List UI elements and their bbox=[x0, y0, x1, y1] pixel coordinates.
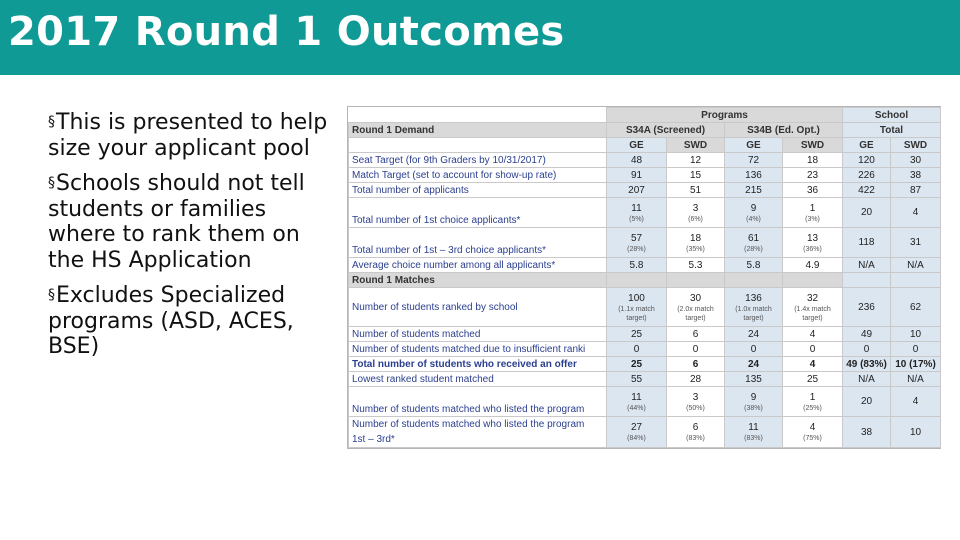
cell-value: 136 bbox=[725, 168, 783, 183]
cell-value: 215 bbox=[725, 183, 783, 198]
cell-percent: (83%) bbox=[744, 435, 763, 442]
table-row bbox=[349, 417, 941, 448]
ge-header: GE bbox=[607, 138, 667, 153]
cell-value: N/A bbox=[843, 372, 891, 387]
cell-value: 135 bbox=[725, 372, 783, 387]
table-row bbox=[349, 357, 941, 372]
cell-value: 136 (1.0x match target) bbox=[725, 288, 783, 327]
table-row bbox=[349, 153, 941, 168]
cell-value: 100 (1.1x match target) bbox=[607, 288, 667, 327]
cell-percent: (4%) bbox=[746, 215, 761, 223]
cell-note: (1.1x match bbox=[618, 305, 655, 313]
row-label: Number of students matched who listed the program 1st – 3rd* bbox=[349, 417, 607, 448]
cell-note: target) bbox=[802, 314, 823, 322]
cell-value: 13 (36%) bbox=[783, 228, 843, 258]
cell-value: 118 bbox=[843, 228, 891, 258]
cell-percent: (36%) bbox=[803, 245, 822, 253]
cell-value: 11 (5%) bbox=[607, 198, 667, 228]
slide-title: 2017 Round 1 Outcomes bbox=[8, 9, 565, 55]
table-row bbox=[349, 198, 941, 228]
cell-value: N/A bbox=[891, 258, 941, 273]
round1-matches-header: Round 1 Matches bbox=[349, 273, 607, 288]
cell-value: 0 bbox=[783, 342, 843, 357]
swd-header: SWD bbox=[667, 138, 725, 153]
cell-percent: (28%) bbox=[627, 245, 646, 253]
table-row bbox=[349, 387, 941, 417]
row-label: Number of students matched bbox=[349, 327, 607, 342]
table-row bbox=[349, 288, 941, 327]
cell-value: 55 bbox=[607, 372, 667, 387]
header-row-ge-swd bbox=[349, 138, 941, 153]
table-row bbox=[349, 258, 941, 273]
cell-value: 0 bbox=[843, 342, 891, 357]
cell-value: 6 (83%) bbox=[667, 417, 725, 448]
cell-value: 25 bbox=[607, 357, 667, 372]
prog-a-header: S34A (Screened) bbox=[607, 123, 725, 138]
cell-value: 36 bbox=[783, 183, 843, 198]
table-row bbox=[349, 168, 941, 183]
cell-value: 5.8 bbox=[725, 258, 783, 273]
row-label: Number of students matched due to insufficient ranki bbox=[349, 342, 607, 357]
cell-value: 30 bbox=[891, 153, 941, 168]
cell-value: 32 (1.4x match target) bbox=[783, 288, 843, 327]
cell-value: 207 bbox=[607, 183, 667, 198]
cell-value: 28 bbox=[667, 372, 725, 387]
cell-value: 5.3 bbox=[667, 258, 725, 273]
cell-value: 0 bbox=[607, 342, 667, 357]
cell-value: 24 bbox=[725, 327, 783, 342]
total-header: Total bbox=[843, 123, 941, 138]
bullet-mark-icon: § bbox=[48, 114, 55, 130]
cell-percent: (5%) bbox=[629, 215, 644, 223]
row-label: Number of students matched who listed the program bbox=[349, 387, 607, 417]
table-row bbox=[349, 327, 941, 342]
swd-header: SWD bbox=[891, 138, 941, 153]
cell-value: 91 bbox=[607, 168, 667, 183]
row-label: Total number of applicants bbox=[349, 183, 607, 198]
round1-demand-header: Round 1 Demand bbox=[349, 123, 607, 138]
cell-note: target) bbox=[626, 314, 647, 322]
cell-value: 18 bbox=[783, 153, 843, 168]
cell-percent: (6%) bbox=[688, 215, 703, 223]
cell-value: 30 (2.0x match target) bbox=[667, 288, 725, 327]
cell-note: (2.0x match bbox=[677, 305, 714, 313]
table-row bbox=[349, 183, 941, 198]
swd-header: SWD bbox=[783, 138, 843, 153]
cell-value: 61 (28%) bbox=[725, 228, 783, 258]
cell-value: 0 bbox=[725, 342, 783, 357]
cell-value: 38 bbox=[843, 417, 891, 448]
cell-value: 24 bbox=[725, 357, 783, 372]
cell-value: 10 bbox=[891, 327, 941, 342]
cell-value: 0 bbox=[891, 342, 941, 357]
cell-percent: (3%) bbox=[805, 215, 820, 223]
cell-value: 25 bbox=[607, 327, 667, 342]
header-row-programs bbox=[349, 108, 941, 123]
cell-value: 4 bbox=[891, 198, 941, 228]
row-label: Average choice number among all applicants* bbox=[349, 258, 607, 273]
title-bar bbox=[0, 0, 960, 75]
row-label: Number of students ranked by school bbox=[349, 288, 607, 327]
cell-value: 5.8 bbox=[607, 258, 667, 273]
cell-percent: (28%) bbox=[744, 245, 763, 253]
cell-value: 20 bbox=[843, 387, 891, 417]
cell-note: (1.4x match bbox=[794, 305, 831, 313]
cell-value: 10 (17%) bbox=[891, 357, 941, 372]
cell-percent: (35%) bbox=[686, 245, 705, 253]
school-header: School bbox=[843, 108, 941, 123]
cell-value: 49 bbox=[843, 327, 891, 342]
cell-value: 12 bbox=[667, 153, 725, 168]
row-label: Total number of 1st – 3rd choice applicants* bbox=[349, 228, 607, 258]
cell-value: 31 bbox=[891, 228, 941, 258]
cell-note: (1.0x match bbox=[735, 305, 772, 313]
cell-value: 72 bbox=[725, 153, 783, 168]
cell-value: 0 bbox=[667, 342, 725, 357]
cell-value: 62 bbox=[891, 288, 941, 327]
cell-value: 3 (50%) bbox=[667, 387, 725, 417]
cell-value: 20 bbox=[843, 198, 891, 228]
cell-value: 4.9 bbox=[783, 258, 843, 273]
bullet-mark-icon: § bbox=[48, 287, 55, 303]
header-row-names bbox=[349, 123, 941, 138]
bullet-item: §Excludes Specialized programs (ASD, ACES, BSE) bbox=[48, 283, 294, 359]
cell-value: 120 bbox=[843, 153, 891, 168]
cell-value: 4 bbox=[891, 387, 941, 417]
programs-header: Programs bbox=[607, 108, 843, 123]
ge-header: GE bbox=[843, 138, 891, 153]
cell-value: 11 (44%) bbox=[607, 387, 667, 417]
cell-value: 27 (84%) bbox=[607, 417, 667, 448]
cell-percent: (38%) bbox=[744, 404, 763, 412]
cell-note: target) bbox=[685, 314, 706, 322]
cell-value: 6 bbox=[667, 357, 725, 372]
cell-value: 48 bbox=[607, 153, 667, 168]
cell-value: 9 (38%) bbox=[725, 387, 783, 417]
table-row bbox=[349, 342, 941, 357]
cell-value: 49 (83%) bbox=[843, 357, 891, 372]
cell-value: 1 (25%) bbox=[783, 387, 843, 417]
cell-value: 4 bbox=[783, 327, 843, 342]
bullet-mark-icon: § bbox=[48, 175, 55, 191]
outcomes-table bbox=[347, 106, 941, 449]
row-label: Match Target (set to account for show-up rate) bbox=[349, 168, 607, 183]
cell-percent: (75%) bbox=[803, 435, 822, 442]
table-row bbox=[349, 228, 941, 258]
cell-value: 57 (28%) bbox=[607, 228, 667, 258]
cell-percent: (84%) bbox=[627, 435, 646, 442]
table-row bbox=[349, 372, 941, 387]
row-label: Lowest ranked student matched bbox=[349, 372, 607, 387]
cell-value: 25 bbox=[783, 372, 843, 387]
cell-percent: (50%) bbox=[686, 404, 705, 412]
row-label: Seat Target (for 9th Graders by 10/31/2017) bbox=[349, 153, 607, 168]
cell-value: 51 bbox=[667, 183, 725, 198]
cell-value: 10 bbox=[891, 417, 941, 448]
cell-value: 18 (35%) bbox=[667, 228, 725, 258]
cell-value: 38 bbox=[891, 168, 941, 183]
bullet-item: §This is presented to help size your applicant pool bbox=[48, 110, 328, 161]
row-label: Total number of students who received an offer bbox=[349, 357, 607, 372]
ge-header: GE bbox=[725, 138, 783, 153]
outcomes-grid bbox=[348, 107, 941, 448]
cell-value: 226 bbox=[843, 168, 891, 183]
cell-value: 23 bbox=[783, 168, 843, 183]
bullet-list bbox=[48, 110, 338, 370]
cell-value: 15 bbox=[667, 168, 725, 183]
cell-percent: (25%) bbox=[803, 404, 822, 412]
cell-percent: (44%) bbox=[627, 404, 646, 412]
cell-value: N/A bbox=[891, 372, 941, 387]
cell-note: target) bbox=[743, 314, 764, 322]
cell-value: 6 bbox=[667, 327, 725, 342]
cell-value: 4 bbox=[783, 357, 843, 372]
cell-value: 11 (83%) bbox=[725, 417, 783, 448]
cell-value: 87 bbox=[891, 183, 941, 198]
cell-value: 4 (75%) bbox=[783, 417, 843, 448]
cell-percent: (83%) bbox=[686, 435, 705, 442]
section-header-row bbox=[349, 273, 941, 288]
prog-b-header: S34B (Ed. Opt.) bbox=[725, 123, 843, 138]
cell-value: 3 (6%) bbox=[667, 198, 725, 228]
row-label: Total number of 1st choice applicants* bbox=[349, 198, 607, 228]
cell-value: N/A bbox=[843, 258, 891, 273]
cell-value: 422 bbox=[843, 183, 891, 198]
cell-value: 236 bbox=[843, 288, 891, 327]
bullet-item: §Schools should not tell students or families where to rank them on the HS Application bbox=[48, 171, 305, 273]
cell-value: 9 (4%) bbox=[725, 198, 783, 228]
cell-value: 1 (3%) bbox=[783, 198, 843, 228]
